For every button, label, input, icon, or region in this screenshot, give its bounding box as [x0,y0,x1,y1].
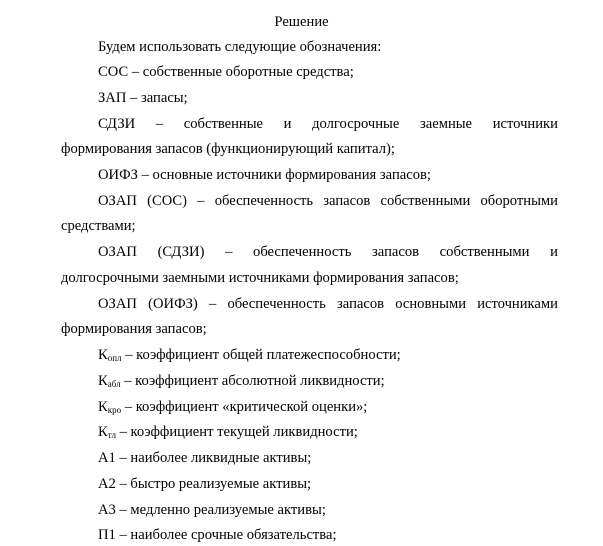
definition-zap: ЗАП – запасы; [98,90,188,106]
word: и [550,244,558,260]
word: запасов [323,193,371,209]
definition-a1: А1 – наиболее ликвидные активы; [98,450,312,466]
word: обеспеченность [214,193,314,209]
word: собственными [380,193,471,209]
word: – [225,244,233,260]
subscript: кро [107,405,122,415]
subscript: абл [107,379,121,389]
word: (СДЗИ) [157,244,205,260]
word: запасов [337,296,385,312]
intro-line: Будем использовать следующие обозначения: [98,39,382,55]
definition-text: – коэффициент общей платежеспособности; [121,347,401,363]
subscript: тл [107,430,116,440]
definition-kabl [98,371,385,391]
definition-ozap-sos-continued: средствами; [61,218,136,234]
word: обеспеченность [227,296,326,312]
definition-sos: СОС – собственные оборотные средства; [98,64,354,80]
definition-kkro [98,397,367,417]
word: ОЗАП [98,193,137,209]
definition-ozap-sdzi-continued: долгосрочными заемными источниками формирования запасов; [61,270,459,286]
definition-a3: А3 – медленно реализуемые активы; [98,502,326,518]
word: ОЗАП [98,244,137,260]
definition-oifz: ОИФЗ – основные источники формирования запасов; [98,167,431,183]
word: запасов [372,244,420,260]
definition-ktl [98,422,358,442]
definition-ozap-sdzi [98,242,558,262]
definition-ozap-oifz-continued: формирования запасов; [61,321,207,337]
definition-text: – коэффициент абсолютной ликвидности; [120,373,385,389]
symbol-k: К [98,347,108,363]
word: (ОИФЗ) [148,296,198,312]
subscript: опл [107,353,122,363]
word: источниками [477,296,558,312]
word: СДЗИ [98,116,136,132]
word: – [208,296,217,312]
word: источники [492,116,558,132]
definition-a2: А2 – быстро реализуемые активы; [98,476,312,492]
word: (СОС) [147,193,188,209]
definition-kopl [98,345,401,365]
word: – [155,116,164,132]
symbol-k: К [98,399,108,415]
heading: Решение [274,14,329,30]
definition-sdzi-continued: формирования запасов (функционирующий капитал); [61,141,395,157]
word: ОЗАП [98,296,137,312]
word: и [283,116,292,132]
definition-p1: П1 – наиболее срочные обязательства; [98,527,337,543]
definition-text: – коэффициент «критической оценки»; [121,399,368,415]
word: заемные [419,116,473,132]
symbol-k: К [98,373,108,389]
definition-sdzi [98,114,558,134]
word: собственными [439,244,530,260]
word: собственные [183,116,264,132]
symbol-k: К [98,424,108,440]
definition-text: – коэффициент текущей ликвидности; [115,424,358,440]
word: обеспеченность [253,244,352,260]
word: основными [395,296,467,312]
word: – [197,193,205,209]
word: долгосрочные [312,116,400,132]
definition-ozap-oifz [98,294,558,314]
definition-ozap-sos [98,191,558,211]
word: оборотными [480,193,558,209]
